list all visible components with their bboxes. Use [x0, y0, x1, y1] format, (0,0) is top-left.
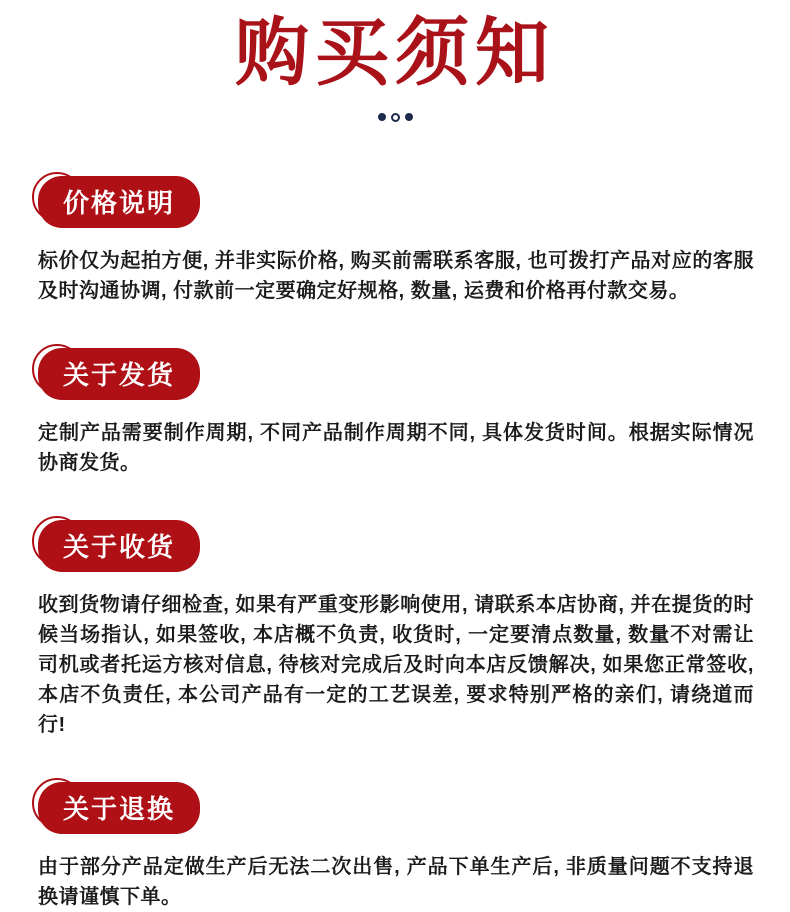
- header: [0, 0, 790, 122]
- section-badge-label: 关于收货: [63, 532, 176, 562]
- section-badge-label: 关于退换: [63, 794, 176, 824]
- section-body-text: 由于部分产品定做生产后无法二次出售, 产品下单生产后, 非质量问题不支持退换请谨慎下单。: [38, 856, 754, 908]
- carousel-dot-filled: [405, 113, 413, 121]
- section-badge-returns: [38, 782, 200, 834]
- carousel-dot-filled: [378, 113, 386, 121]
- section-returns: [38, 782, 752, 912]
- section-badge-label: 价格说明: [63, 188, 176, 218]
- section-badge-receiving: [38, 520, 200, 572]
- section-body-text: 定制产品需要制作周期, 不同产品制作周期不同, 具体发货时间。根据实际情况协商发货。: [38, 422, 754, 474]
- carousel-dots: [0, 112, 790, 122]
- section-shipping: [38, 348, 752, 478]
- carousel-dot-outlined: [391, 113, 400, 122]
- section-badge-price: [38, 176, 200, 228]
- page-title: 购买须知: [235, 11, 555, 94]
- section-badge-label: 关于发货: [63, 360, 176, 390]
- section-body-text: 标价仅为起拍方便, 并非实际价格, 购买前需联系客服, 也可拨打产品对应的客服及时沟通协调, 付款前一定要确定好规格, 数量, 运费和价格再付款交易。: [38, 250, 754, 302]
- section-body-text: 收到货物请仔细检查, 如果有严重变形影响使用, 请联系本店协商, 并在提货的时候当场指认, 如果签收, 本店概不负责, 收货时, 一定要清点数量, 数量不对需让司机或者托运方核对信息, 待核对完成后及时向本店反馈解决, 如果您正常签收, 本店不负责任, 本公司产品有一定的工艺误差, 要求特别严格的亲们, 请绕道而行!: [38, 594, 754, 736]
- section-badge-shipping: [38, 348, 200, 400]
- section-receiving: [38, 520, 752, 740]
- notice-sections: [0, 176, 790, 912]
- section-price-info: [38, 176, 752, 306]
